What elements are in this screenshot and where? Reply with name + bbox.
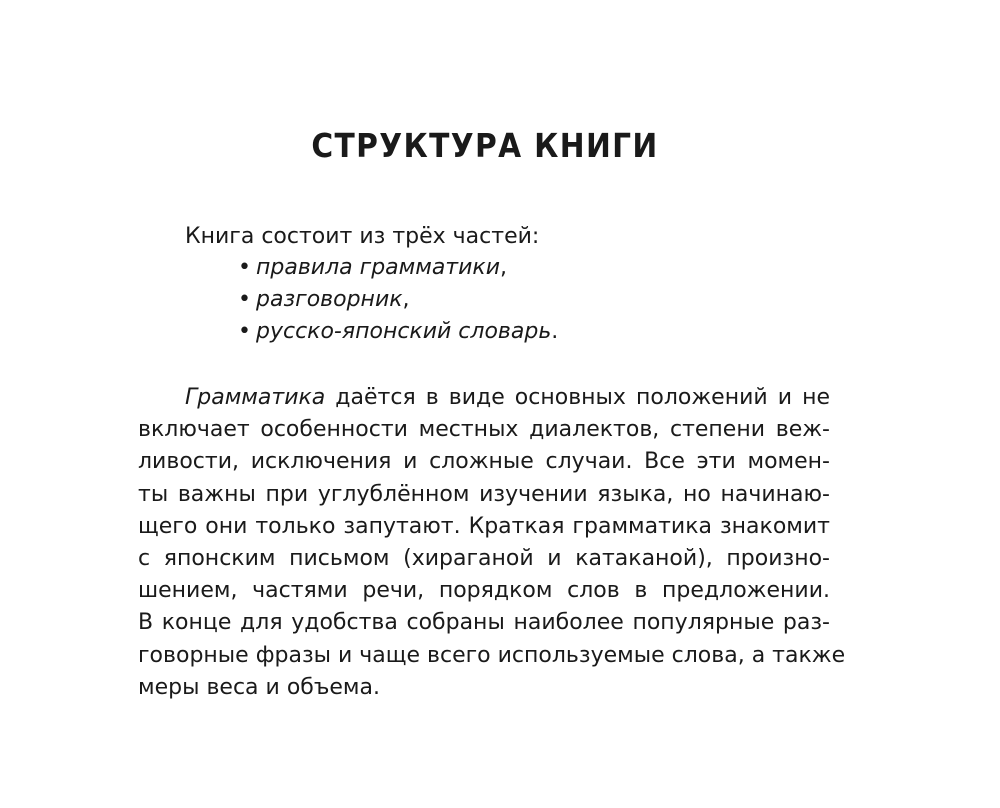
list-item	[238, 285, 558, 317]
grammar-paragraph	[138, 382, 846, 704]
page-title: СТРУКТУРА КНИГИ	[311, 126, 659, 165]
paragraph-line: ливости, исключения и сложные случаи. Все эти момен-	[138, 449, 830, 475]
intro-text: Книга состоит из трёх частей:	[185, 224, 540, 249]
paragraph-line: включает особенности местных диалектов, степени веж-	[138, 417, 830, 443]
list-item	[238, 253, 558, 285]
paragraph-line: щего они только запутают. Краткая грамматика знакомит	[138, 513, 830, 539]
paragraph-line: с японским письмом (хираганой и катаканой), произно-	[138, 545, 830, 571]
bullet-icon: •	[238, 255, 251, 280]
paragraph-line: говорные фразы и чаще всего используемые слова, а также	[138, 642, 846, 668]
paragraph-line	[138, 382, 830, 414]
list-item-text: разговорник	[256, 287, 403, 312]
paragraph-lead: Грамматика	[185, 385, 326, 410]
bullet-icon: •	[238, 319, 251, 344]
paragraph-line: В конце для удобства собраны наиболее популярные раз-	[138, 610, 830, 636]
list-item	[238, 317, 558, 349]
paragraph-line: ты важны при углублённом изучении языка, но начинаю-	[138, 481, 830, 507]
paragraph-line-text: даётся в виде основных положений и не	[325, 385, 830, 410]
list-item-punct: ,	[402, 287, 410, 312]
bullet-icon: •	[238, 287, 251, 312]
list-item-punct: .	[551, 319, 559, 344]
parts-list	[238, 253, 558, 349]
paragraph-line: меры веса и объема.	[138, 674, 380, 700]
list-item-text: русско-японский словарь	[256, 319, 552, 344]
list-item-text: правила грамматики	[256, 255, 501, 280]
paragraph-line: шением, частями речи, порядком слов в предложении.	[138, 578, 830, 604]
list-item-punct: ,	[500, 255, 508, 280]
